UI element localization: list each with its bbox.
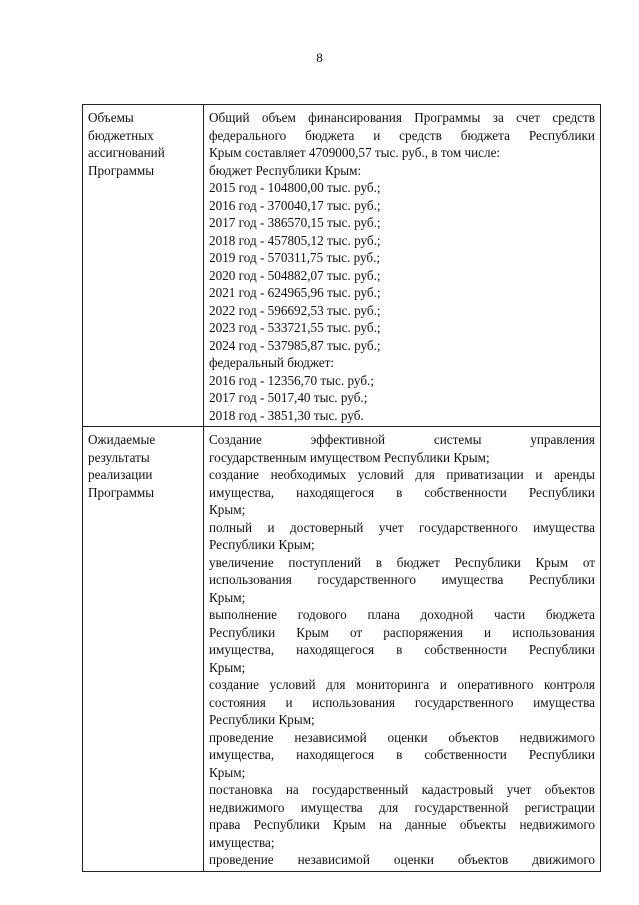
expected-result-line: Крым; — [209, 589, 246, 605]
results-label-line: реализации — [88, 467, 153, 482]
budget-intro-line: Крым составляет 4709000,57 тыс. руб., в том числе: — [209, 145, 501, 160]
federal-budget-year: 2017 год - 5017,40 тыс. руб.; — [209, 390, 368, 405]
expected-result-line: имущества, находящегося в собственности Республики — [209, 484, 595, 500]
expected-result-line: имущества, находящегося в собственности Республики — [209, 747, 595, 762]
budget-label-line: бюджетных — [88, 127, 154, 143]
regional-budget-year: 2022 год - 596692,53 тыс. руб.; — [209, 302, 381, 318]
regional-budget-year: 2023 год - 533721,55 тыс. руб.; — [209, 320, 381, 335]
expected-result-line: создание условий для мониторинга и оперативного контроля — [209, 677, 595, 692]
federal-budget-heading: федеральный бюджет: — [209, 355, 335, 370]
budget-label-line: Объемы — [88, 110, 134, 125]
regional-budget-year: 2015 год - 104800,00 тыс. руб.; — [209, 180, 381, 195]
expected-result-line: создание необходимых условий для приватизации и аренды — [209, 467, 595, 482]
program-passport-table — [82, 104, 601, 872]
regional-budget-year: 2018 год - 457805,12 тыс. руб.; — [209, 232, 381, 248]
expected-result-line: Крым; — [209, 502, 246, 517]
expected-result-line: права Республики Крым на данные объекты недвижимого — [209, 817, 595, 832]
expected-result-line: имущества; — [209, 834, 275, 850]
expected-results-row — [83, 427, 601, 872]
expected-result-line: Республики Крым от распоряжения и использования — [209, 624, 595, 640]
expected-result-line: недвижимого имущества для государственной регистрации — [209, 799, 595, 815]
regional-budget-year: 2019 год - 570311,75 тыс. руб.; — [209, 250, 381, 265]
results-label-line: Программы — [88, 484, 155, 500]
expected-result-line: постановка на государственный кадастровый учет объектов — [209, 782, 595, 797]
regional-budget-year: 2024 год - 537985,87 тыс. руб.; — [209, 337, 381, 353]
expected-result-line: Крым; — [209, 659, 246, 675]
expected-result-line: имущества, находящегося в собственности Республики — [209, 642, 595, 657]
regional-budget-year: 2016 год - 370040,17 тыс. руб.; — [209, 197, 381, 213]
regional-budget-year: 2021 год - 624965,96 тыс. руб.; — [209, 285, 381, 300]
federal-budget-year: 2018 год - 3851,30 тыс. руб. — [209, 407, 364, 423]
budget-label-line: Программы — [88, 162, 155, 178]
expected-result-line: Республики Крым; — [209, 537, 315, 552]
expected-result-line: состояния и использования государственного имущества — [209, 694, 595, 710]
regional-budget-year: 2020 год - 504882,07 тыс. руб.; — [209, 267, 381, 283]
expected-result-line: использования государственного имущества Республики — [209, 572, 595, 587]
expected-result-line: Крым; — [209, 764, 246, 780]
expected-results-content-cell — [204, 427, 601, 872]
expected-result-line: проведение независимой оценки объектов движимого — [209, 852, 595, 867]
budget-intro-line: Общий объем финансирования Программы за счет средств — [209, 110, 595, 125]
budget-allocations-row — [83, 105, 601, 427]
expected-result-line: государственным имуществом Республики Крым; — [209, 449, 490, 465]
regional-budget-year: 2017 год - 386570,15 тыс. руб.; — [209, 215, 381, 230]
budget-intro-line: федерального бюджета и средств бюджета Республики — [209, 127, 595, 143]
federal-budget-year: 2016 год - 12356,70 тыс. руб.; — [209, 372, 374, 388]
page-number: 8 — [316, 50, 323, 65]
expected-result-line: увеличение поступлений в бюджет Республики Крым от — [209, 554, 595, 570]
results-label-line: результаты — [88, 449, 150, 465]
budget-allocations-label-cell — [83, 105, 204, 427]
expected-result-line: проведение независимой оценки объектов недвижимого — [209, 729, 595, 745]
expected-result-line: выполнение годового плана доходной части бюджета — [209, 607, 595, 622]
expected-result-line: Создание эффективной системы управления — [209, 432, 595, 447]
budget-label-line: ассигнований — [88, 145, 165, 160]
budget-allocations-content-cell — [204, 105, 601, 427]
expected-result-line: полный и достоверный учет государственного имущества — [209, 519, 595, 535]
regional-budget-heading: бюджет Республики Крым: — [209, 162, 362, 178]
expected-result-line: Республики Крым; — [209, 712, 315, 727]
expected-results-label-cell — [83, 427, 204, 872]
results-label-line: Ожидаемые — [88, 432, 156, 447]
